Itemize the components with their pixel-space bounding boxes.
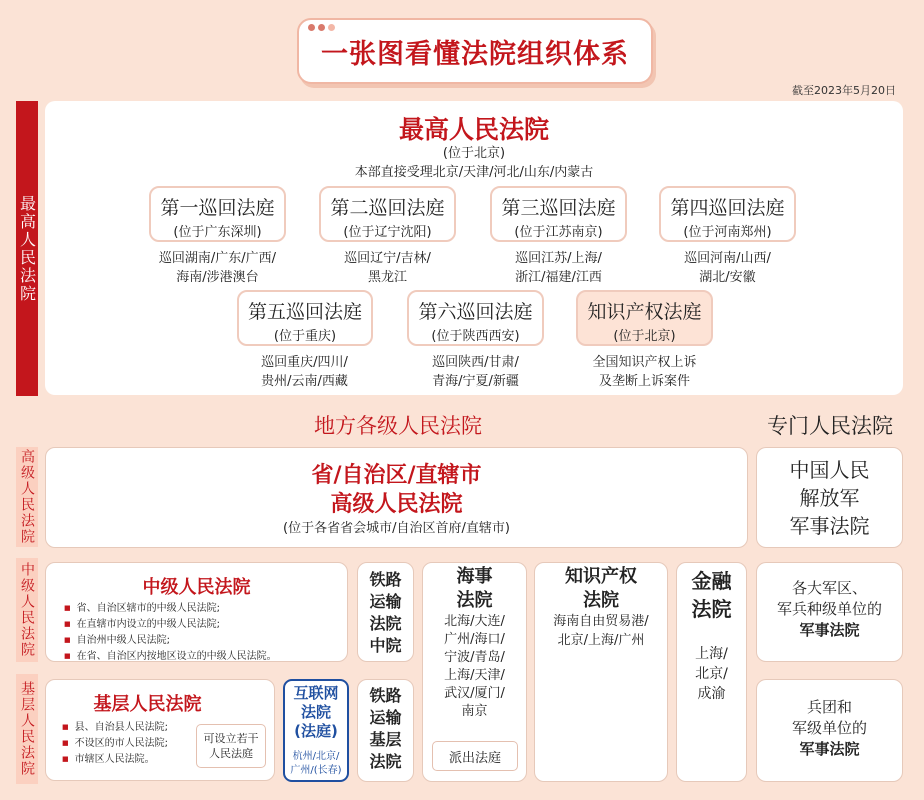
local-courts-heading: 地方各级人民法院 (314, 414, 482, 438)
list-item: ■ 县、自治县人民法院; (62, 720, 202, 736)
tribunal-name: 第六巡回法庭 (418, 301, 533, 323)
ip-court-title: 知识产权 法院 (565, 566, 637, 611)
list-item: ■ 不设区的市人民法院; (62, 736, 202, 752)
list-item: ■ 自治州中级人民法院; (64, 633, 344, 649)
supreme-court-title: 最高人民法院 (398, 115, 549, 144)
tribunal-name: 第五巡回法庭 (247, 301, 362, 323)
tribunal-name: 第四巡回法庭 (670, 197, 785, 219)
ip-tribunal (576, 290, 713, 346)
ip-court-cities: 海南自由贸易港/ 北京/上海/广州 (553, 614, 649, 648)
corps-court: 兵团和 军级单位的 军事法院 (791, 698, 867, 758)
high-court-line1: 省/自治区/直辖市 (311, 463, 482, 488)
tribunal-location: (位于辽宁沈阳) (343, 225, 432, 240)
tribunal-scope: 巡回江苏/上海/ 浙江/福建/江西 (515, 251, 602, 285)
tribunal-location: (位于重庆) (273, 329, 337, 344)
tribunal-location: (位于江苏南京) (514, 225, 603, 240)
side-label-supreme: 最高人民法院 (16, 101, 38, 396)
high-court-location: (位于各省省会城市/自治区首府/直辖市) (283, 521, 510, 536)
side-label-high: 高级人民法院 (16, 447, 38, 547)
railway-intermediate-court: 铁路 运输 法院 中院 (369, 570, 402, 655)
circuit-tribunal-3 (490, 186, 627, 242)
supreme-court-location: (位于北京) (442, 146, 506, 161)
maritime-court-title: 海事 法院 (456, 566, 493, 611)
dispatch-tribunal-tag: 派出法庭 (432, 741, 518, 771)
special-courts-heading: 专门人民法院 (767, 414, 893, 438)
tribunal-location: (位于北京) (613, 329, 676, 344)
tribunal-name: 第二巡回法庭 (330, 197, 445, 219)
page-title: 一张图看懂法院组织体系 (321, 38, 629, 70)
supreme-court-note: 本部直接受理北京/天津/河北/山东/内蒙古 (354, 165, 594, 180)
tribunal-scope: 全国知识产权上诉 及垄断上诉案件 (592, 355, 697, 389)
side-label-intermediate: 中级人民法院 (16, 558, 38, 662)
internet-court-cities: 杭州/北京/ 广州/(长春) (290, 751, 342, 776)
side-label-basic: 基层人民法院 (16, 674, 38, 784)
circuit-tribunal-4 (659, 186, 796, 242)
tribunal-scope: 巡回陕西/甘肃/ 青海/宁夏/新疆 (432, 355, 519, 389)
people-tribunal-tag: 可设立若干 人民法庭 (196, 724, 266, 768)
tribunal-name: 知识产权法庭 (587, 301, 702, 323)
tribunal-name: 第一巡回法庭 (160, 197, 275, 219)
intermediate-court-title: 中级人民法院 (142, 577, 251, 598)
decorative-dots-icon (308, 24, 335, 31)
list-item: ■ 市辖区人民法院。 (62, 752, 202, 768)
finance-court-cities: 上海/ 北京/ 成渝 (695, 646, 728, 702)
tribunal-scope: 巡回湖南/广东/广西/ 海南/涉港澳台 (158, 251, 277, 285)
internet-court-title: 互联网 法院 (法庭) (293, 684, 339, 740)
circuit-tribunal-2 (319, 186, 456, 242)
list-item: ■ 省、自治区辖市的中级人民法院; (64, 601, 344, 617)
maritime-court-cities: 北海/大连/ 广州/海口/ 宁波/青岛/ 上海/天津/ 武汉/厦门/ 南京 (444, 614, 505, 719)
pla-military-court: 中国人民 解放军 军事法院 (789, 458, 870, 538)
military-region-court: 各大军区、 军兵种级单位的 军事法院 (776, 579, 882, 639)
circuit-tribunal-5 (237, 290, 373, 346)
list-item: ■ 在直辖市内设立的中级人民法院; (64, 617, 344, 633)
finance-court-title: 金融 法院 (691, 569, 732, 621)
basic-court-title: 基层人民法院 (93, 694, 202, 715)
title-banner (297, 18, 653, 84)
tribunal-name: 第三巡回法庭 (501, 197, 616, 219)
tribunal-scope: 巡回河南/山西/ 湖北/安徽 (684, 251, 771, 285)
tribunal-location: (位于河南郑州) (683, 225, 772, 240)
circuit-tribunal-6 (407, 290, 544, 346)
date-note: 截至2023年5月20日 (792, 84, 896, 97)
tribunal-location: (位于陕西西安) (431, 329, 520, 344)
circuit-tribunal-1 (149, 186, 286, 242)
basic-court-list (62, 720, 202, 768)
tribunal-scope: 巡回辽宁/吉林/ 黑龙江 (344, 251, 431, 285)
intermediate-court-list (64, 601, 344, 665)
tribunal-location: (位于广东深圳) (173, 225, 262, 240)
tribunal-scope: 巡回重庆/四川/ 贵州/云南/西藏 (261, 355, 348, 389)
high-court-line2: 高级人民法院 (330, 492, 463, 517)
list-item: ■ 在省、自治区内按地区设立的中级人民法院。 (64, 649, 344, 665)
railway-basic-court: 铁路 运输 基层 法院 (369, 686, 402, 771)
